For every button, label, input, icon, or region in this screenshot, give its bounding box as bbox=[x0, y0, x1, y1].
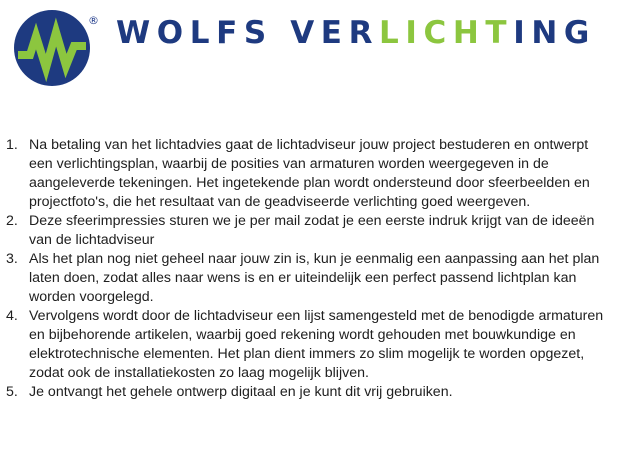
steps-list bbox=[0, 136, 623, 402]
step-item bbox=[0, 212, 623, 250]
step-item bbox=[0, 383, 623, 402]
wordmark-part-navy: WOLFS VER bbox=[116, 15, 380, 51]
step-number: 2. bbox=[6, 213, 18, 229]
step-text: Deze sfeerimpressies sturen we je per mail zodat je een eerste indruk krijgt van de ideeën van de lichtadviseur bbox=[29, 213, 595, 248]
step-text: Na betaling van het lichtadvies gaat de lichtadviseur jouw project bestuderen en ontwerpt een verlichtingsplan, waarbij de posities van armaturen worden weergegeven in de aangeleverde tekeningen. Het ingetekende plan wordt ondersteund door sfeerbeelden en projectfoto's, die het resultaat van de geadviseerde verlichting goed weergeven. bbox=[29, 137, 590, 210]
step-text: Als het plan nog niet geheel naar jouw zin is, kun je eenmalig een aanpassing aan het plan laten doen, zodat alles naar wens is en er uiteindelijk een perfect passend lichtplan kan worden voorgelegd. bbox=[29, 251, 600, 305]
step-item bbox=[0, 136, 623, 212]
wordmark-part-green: LICHT bbox=[379, 15, 514, 51]
step-number: 1. bbox=[6, 137, 18, 153]
step-item bbox=[0, 250, 623, 307]
registered-trademark: ® bbox=[88, 14, 99, 27]
step-number: 3. bbox=[6, 251, 18, 267]
step-text: Vervolgens wordt door de lichtadviseur een lijst samengesteld met de benodigde armaturen en bijbehorende artikelen, waarbij goed rekening wordt gehouden met bouwkundige en elektrotechnische elementen. Het plan dient immers zo slim mogelijk te worden opgezet, zodat ook de installatiekosten zo laag mogelijk blijven. bbox=[29, 308, 604, 381]
step-text: Je ontvangt het gehele ontwerp digitaal en je kunt dit vrij gebruiken. bbox=[29, 384, 453, 400]
step-number: 4. bbox=[6, 308, 18, 324]
wordmark-part-navy-end: ING bbox=[513, 15, 596, 51]
site-header bbox=[0, 0, 623, 110]
wolfs-logo-icon bbox=[12, 8, 92, 88]
step-number: 5. bbox=[6, 384, 18, 400]
steps-content bbox=[0, 136, 623, 402]
step-item bbox=[0, 307, 623, 383]
brand-wordmark bbox=[116, 16, 596, 50]
